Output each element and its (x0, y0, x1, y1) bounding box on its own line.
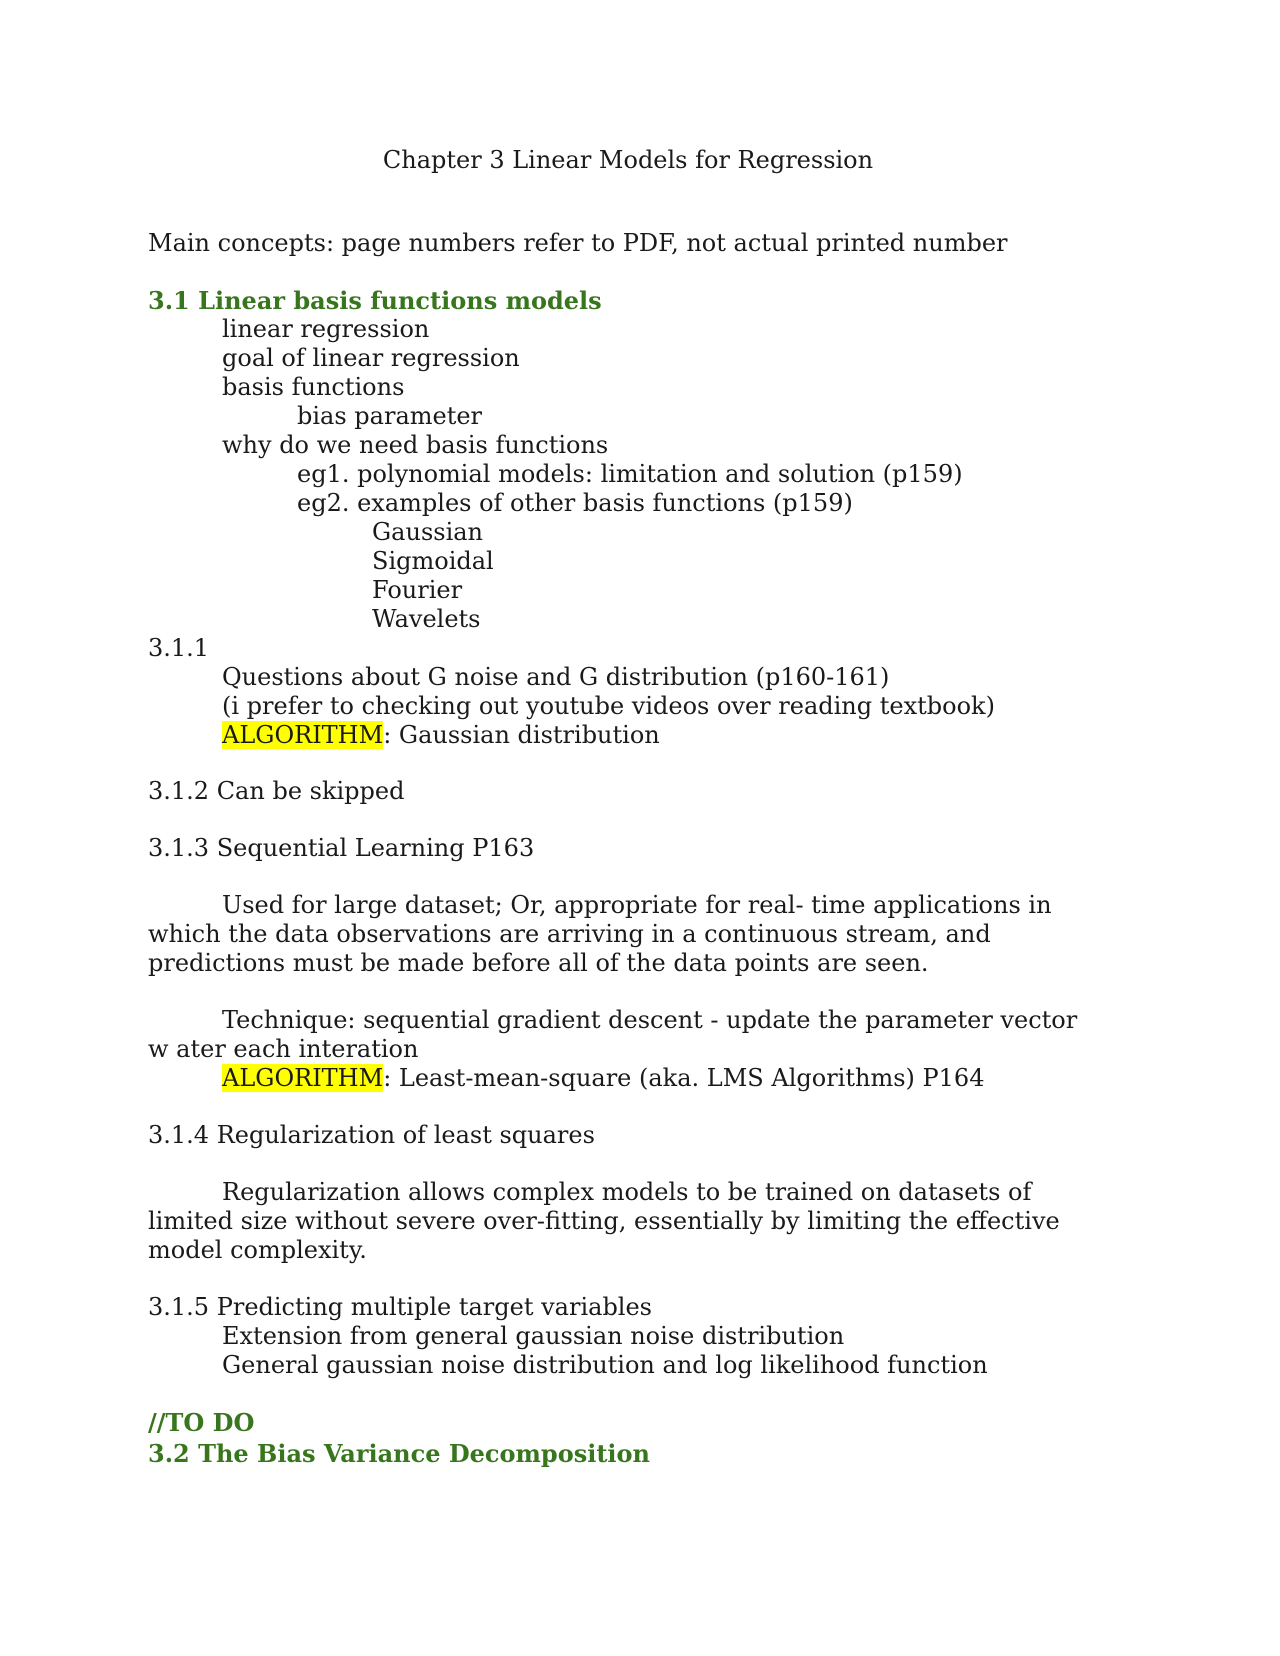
outline-item: linear regression (222, 315, 430, 343)
outline-item: eg2. examples of other basis functions (p159) (297, 489, 853, 517)
outline-item: (i prefer to checking out youtube videos over reading textbook) (222, 692, 995, 720)
page-title: Chapter 3 Linear Models for Regression (382, 146, 874, 174)
outline-item: General gaussian noise distribution and log likelihood function (222, 1351, 988, 1379)
outline-item: Fourier (372, 576, 463, 604)
section-3-1-4-label: 3.1.4 Regularization of least squares (148, 1121, 595, 1149)
paragraph-line: limited size without severe over-fitting, essentially by limiting the effective (148, 1207, 1060, 1235)
algorithm-highlight: ALGORITHM (222, 721, 384, 749)
outline-item: bias parameter (297, 402, 483, 430)
algorithm-line (222, 721, 660, 750)
paragraph-line: model complexity. (148, 1236, 367, 1264)
algorithm-description: : Least-mean-square (aka. LMS Algorithms) P164 (383, 1064, 985, 1092)
outline-item: Extension from general gaussian noise distribution (222, 1322, 845, 1350)
outline-item: Sigmoidal (372, 547, 494, 575)
paragraph-line: Technique: sequential gradient descent - update the parameter vector (222, 1006, 1078, 1034)
outline-item: Wavelets (372, 605, 481, 633)
paragraph-line: which the data observations are arriving in a continuous stream, and (148, 920, 991, 948)
paragraph-line: predictions must be made before all of the data points are seen. (148, 949, 929, 977)
section-3-1-1-label: 3.1.1 (148, 634, 210, 662)
section-3-1-3-label: 3.1.3 Sequential Learning P163 (148, 834, 535, 862)
paragraph-line: Used for large dataset; Or, appropriate for real- time applications in (222, 891, 1052, 919)
paragraph-line: w ater each interation (148, 1035, 419, 1063)
section-3-2-heading: 3.2 The Bias Variance Decomposition (148, 1439, 651, 1468)
todo-heading: //TO DO (148, 1408, 255, 1437)
intro-line: Main concepts: page numbers refer to PDF, not actual printed number (148, 229, 1008, 257)
section-3-1-2-label: 3.1.2 Can be skipped (148, 777, 405, 805)
outline-item: goal of linear regression (222, 344, 520, 372)
algorithm-line (222, 1064, 984, 1093)
outline-item: why do we need basis functions (222, 431, 609, 459)
outline-item: Gaussian (372, 518, 484, 546)
section-3-1-heading: 3.1 Linear basis functions models (148, 286, 602, 315)
section-3-1-5-label: 3.1.5 Predicting multiple target variables (148, 1293, 652, 1321)
outline-item: eg1. polynomial models: limitation and solution (p159) (297, 460, 963, 488)
paragraph-line: Regularization allows complex models to be trained on datasets of (222, 1178, 1032, 1206)
algorithm-description: : Gaussian distribution (383, 721, 660, 749)
outline-item: Questions about G noise and G distribution (p160-161) (222, 663, 890, 691)
outline-item: basis functions (222, 373, 405, 401)
algorithm-highlight: ALGORITHM (222, 1064, 384, 1092)
